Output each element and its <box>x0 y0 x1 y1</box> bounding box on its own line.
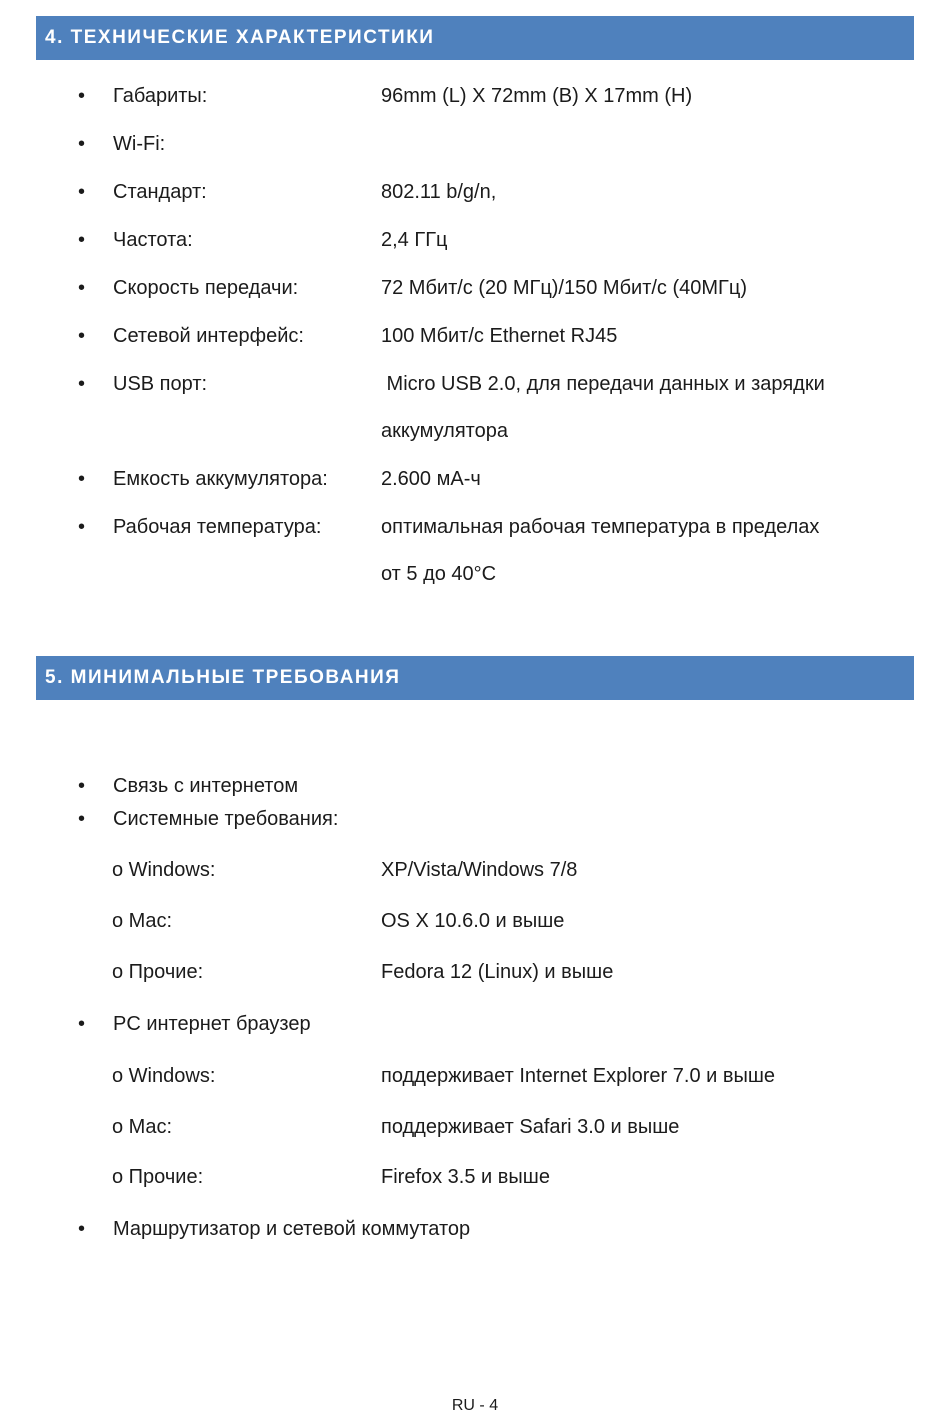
sub-label: o Windows: <box>112 1065 216 1087</box>
bullet <box>78 180 85 204</box>
sub-label: o Mac: <box>112 1116 173 1138</box>
spec-label: USB порт: <box>113 373 208 395</box>
spec-value: 2,4 ГГц <box>381 229 448 251</box>
bullet <box>78 228 85 252</box>
spec-value-continued: аккумулятора <box>381 420 508 442</box>
bullet <box>78 84 85 108</box>
spec-label: Скорость передачи: <box>113 277 299 299</box>
spec-value: 2.600 мА-ч <box>381 468 481 490</box>
bullet <box>78 774 85 798</box>
sub-value: XP/Vista/Windows 7/8 <box>381 859 578 881</box>
bullet <box>78 132 85 156</box>
spec-value: Micro USB 2.0, для передачи данных и зарядки <box>381 373 825 395</box>
spec-value: 802.11 b/g/n, <box>381 181 497 203</box>
bullet <box>78 515 85 539</box>
req-label: Маршрутизатор и сетевой коммутатор <box>113 1218 471 1240</box>
spec-label: Рабочая температура: <box>113 516 322 538</box>
req-label: Связь с интернетом <box>113 775 299 797</box>
sub-label: o Прочие: <box>112 961 204 983</box>
spec-label: Сетевой интерфейс: <box>113 325 304 347</box>
spec-label: Габариты: <box>113 85 208 107</box>
bullet <box>78 467 85 491</box>
page-number: RU - 4 <box>451 1397 499 1414</box>
req-label: Системные требования: <box>113 808 339 830</box>
sub-value: OS X 10.6.0 и выше <box>381 910 565 932</box>
sub-value: поддерживает Internet Explorer 7.0 и выше <box>381 1065 776 1087</box>
spec-label: Wi-Fi: <box>113 133 166 155</box>
spec-value-continued: от 5 до 40°C <box>381 563 497 585</box>
bullet <box>78 1012 85 1036</box>
sub-label: o Mac: <box>112 910 173 932</box>
bullet <box>78 372 85 396</box>
sub-label: o Прочие: <box>112 1166 204 1188</box>
spec-label: Стандарт: <box>113 181 207 203</box>
spec-label: Емкость аккумулятора: <box>113 468 328 490</box>
spec-value: оптимальная рабочая температура в пределах <box>381 516 820 538</box>
spec-value: 100 Мбит/с Ethernet RJ45 <box>381 325 618 347</box>
bullet <box>78 807 85 831</box>
bullet <box>78 1217 85 1241</box>
sub-value: Firefox 3.5 и выше <box>381 1166 550 1188</box>
spec-value: 72 Мбит/с (20 МГц)/150 Мбит/с (40МГц) <box>381 277 747 299</box>
spec-label: Частота: <box>113 229 193 251</box>
spec-value: 96mm (L) X 72mm (B) X 17mm (H) <box>381 85 693 107</box>
sub-value: Fedora 12 (Linux) и выше <box>381 961 614 983</box>
sub-label: o Windows: <box>112 859 216 881</box>
sub-value: поддерживает Safari 3.0 и выше <box>381 1116 680 1138</box>
bullet <box>78 324 85 348</box>
req-label: PC интернет браузер <box>113 1013 311 1035</box>
section-5-heading: 5. МИНИМАЛЬНЫЕ ТРЕБОВАНИЯ <box>36 656 914 700</box>
section-4-heading: 4. ТЕХНИЧЕСКИЕ ХАРАКТЕРИСТИКИ <box>36 16 914 60</box>
bullet <box>78 276 85 300</box>
